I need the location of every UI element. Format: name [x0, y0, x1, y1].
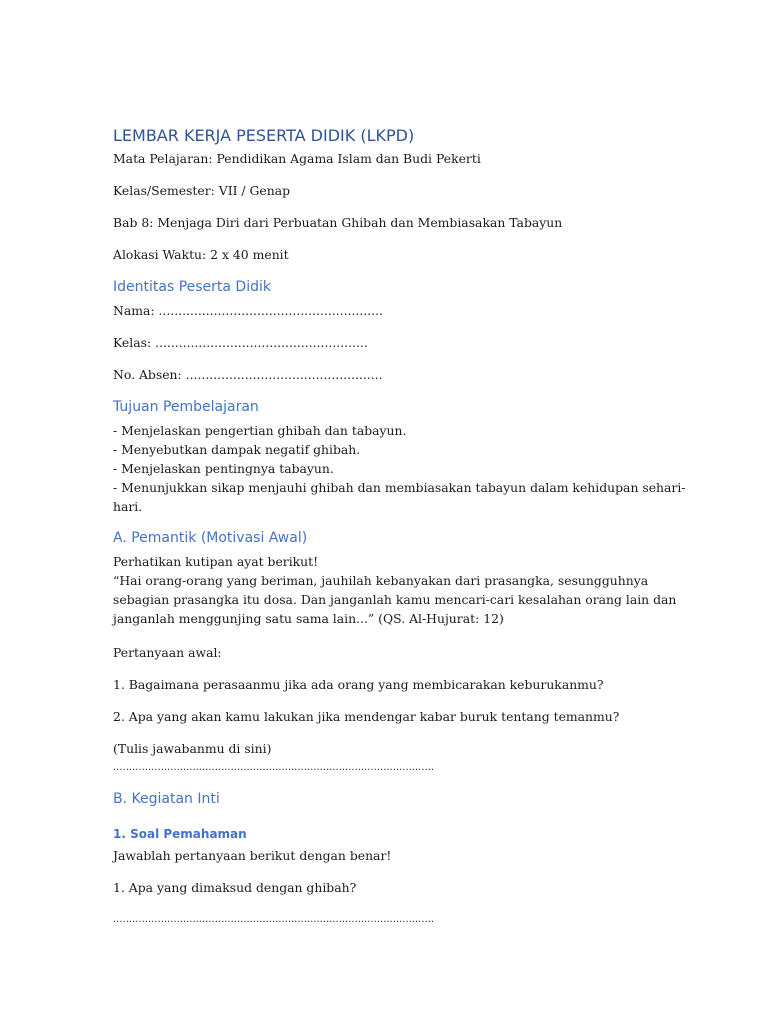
- chapter-line: Bab 8: Menjaga Diri dari Perbuatan Ghibah dan Membiasakan Tabayun: [113, 215, 563, 230]
- identity-heading: Identitas Peserta Didik: [113, 279, 271, 295]
- inti-answer-line: .....................................................................................................: [113, 914, 435, 925]
- absen-field: No. Absen: ..................................................: [113, 367, 383, 382]
- class-semester-line: Kelas/Semester: VII / Genap: [113, 183, 291, 198]
- name-field-line: [113, 301, 383, 320]
- document-title: LEMBAR KERJA PESERTA DIDIK (LKPD): [113, 126, 415, 145]
- objective-item: - Menjelaskan pengertian ghibah dan tabayun.: [113, 423, 407, 438]
- time-allocation-line: Alokasi Waktu: 2 x 40 menit: [113, 247, 289, 262]
- objectives-list: [113, 421, 686, 516]
- pemantik-heading: A. Pemantik (Motivasi Awal): [113, 530, 308, 546]
- objectives-heading: Tujuan Pembelajaran: [113, 399, 259, 415]
- inti-subheading: 1. Soal Pemahaman: [113, 827, 247, 841]
- objective-item: - Menunjukkan sikap menjauhi ghibah dan membiasakan tabayun dalam kehidupan sehari-: [113, 480, 686, 495]
- class-field-line: [113, 333, 368, 352]
- pemantik-intro: Perhatikan kutipan ayat berikut!: [113, 554, 319, 569]
- inti-question-1: 1. Apa yang dimaksud dengan ghibah?: [113, 880, 357, 895]
- quote-line: sebagian prasangka itu dosa. Dan janganlah kamu mencari-cari kesalahan orang lain dan: [113, 592, 677, 607]
- class-field: Kelas: ......................................................: [113, 335, 368, 350]
- pemantik-question-2: 2. Apa yang akan kamu lakukan jika mendengar kabar buruk tentang temanmu?: [113, 709, 620, 724]
- subject-line: Mata Pelajaran: Pendidikan Agama Islam dan Budi Pekerti: [113, 151, 481, 166]
- inti-instruction: Jawablah pertanyaan berikut dengan benar!: [113, 848, 392, 863]
- question-label: Pertanyaan awal:: [113, 645, 222, 660]
- quote-line: janganlah menggunjing satu sama lain...” (QS. Al-Hujurat: 12): [113, 611, 504, 626]
- name-field: Nama: .........................................................: [113, 303, 383, 318]
- inti-heading: B. Kegiatan Inti: [113, 791, 220, 807]
- objective-item: - Menjelaskan pentingnya tabayun.: [113, 461, 334, 476]
- objective-item: - Menyebutkan dampak negatif ghibah.: [113, 442, 361, 457]
- pemantik-question-1: 1. Bagaimana perasaanmu jika ada orang yang membicarakan keburukanmu?: [113, 677, 604, 692]
- answer-hint: (Tulis jawabanmu di sini): [113, 741, 272, 756]
- answer-line: .....................................................................................................: [113, 762, 435, 773]
- quote-line: “Hai orang-orang yang beriman, jauhilah kebanyakan dari prasangka, sesungguhnya: [113, 573, 649, 588]
- absen-field-line: [113, 365, 383, 384]
- pemantik-block: [113, 552, 676, 628]
- objective-item: hari.: [113, 499, 143, 514]
